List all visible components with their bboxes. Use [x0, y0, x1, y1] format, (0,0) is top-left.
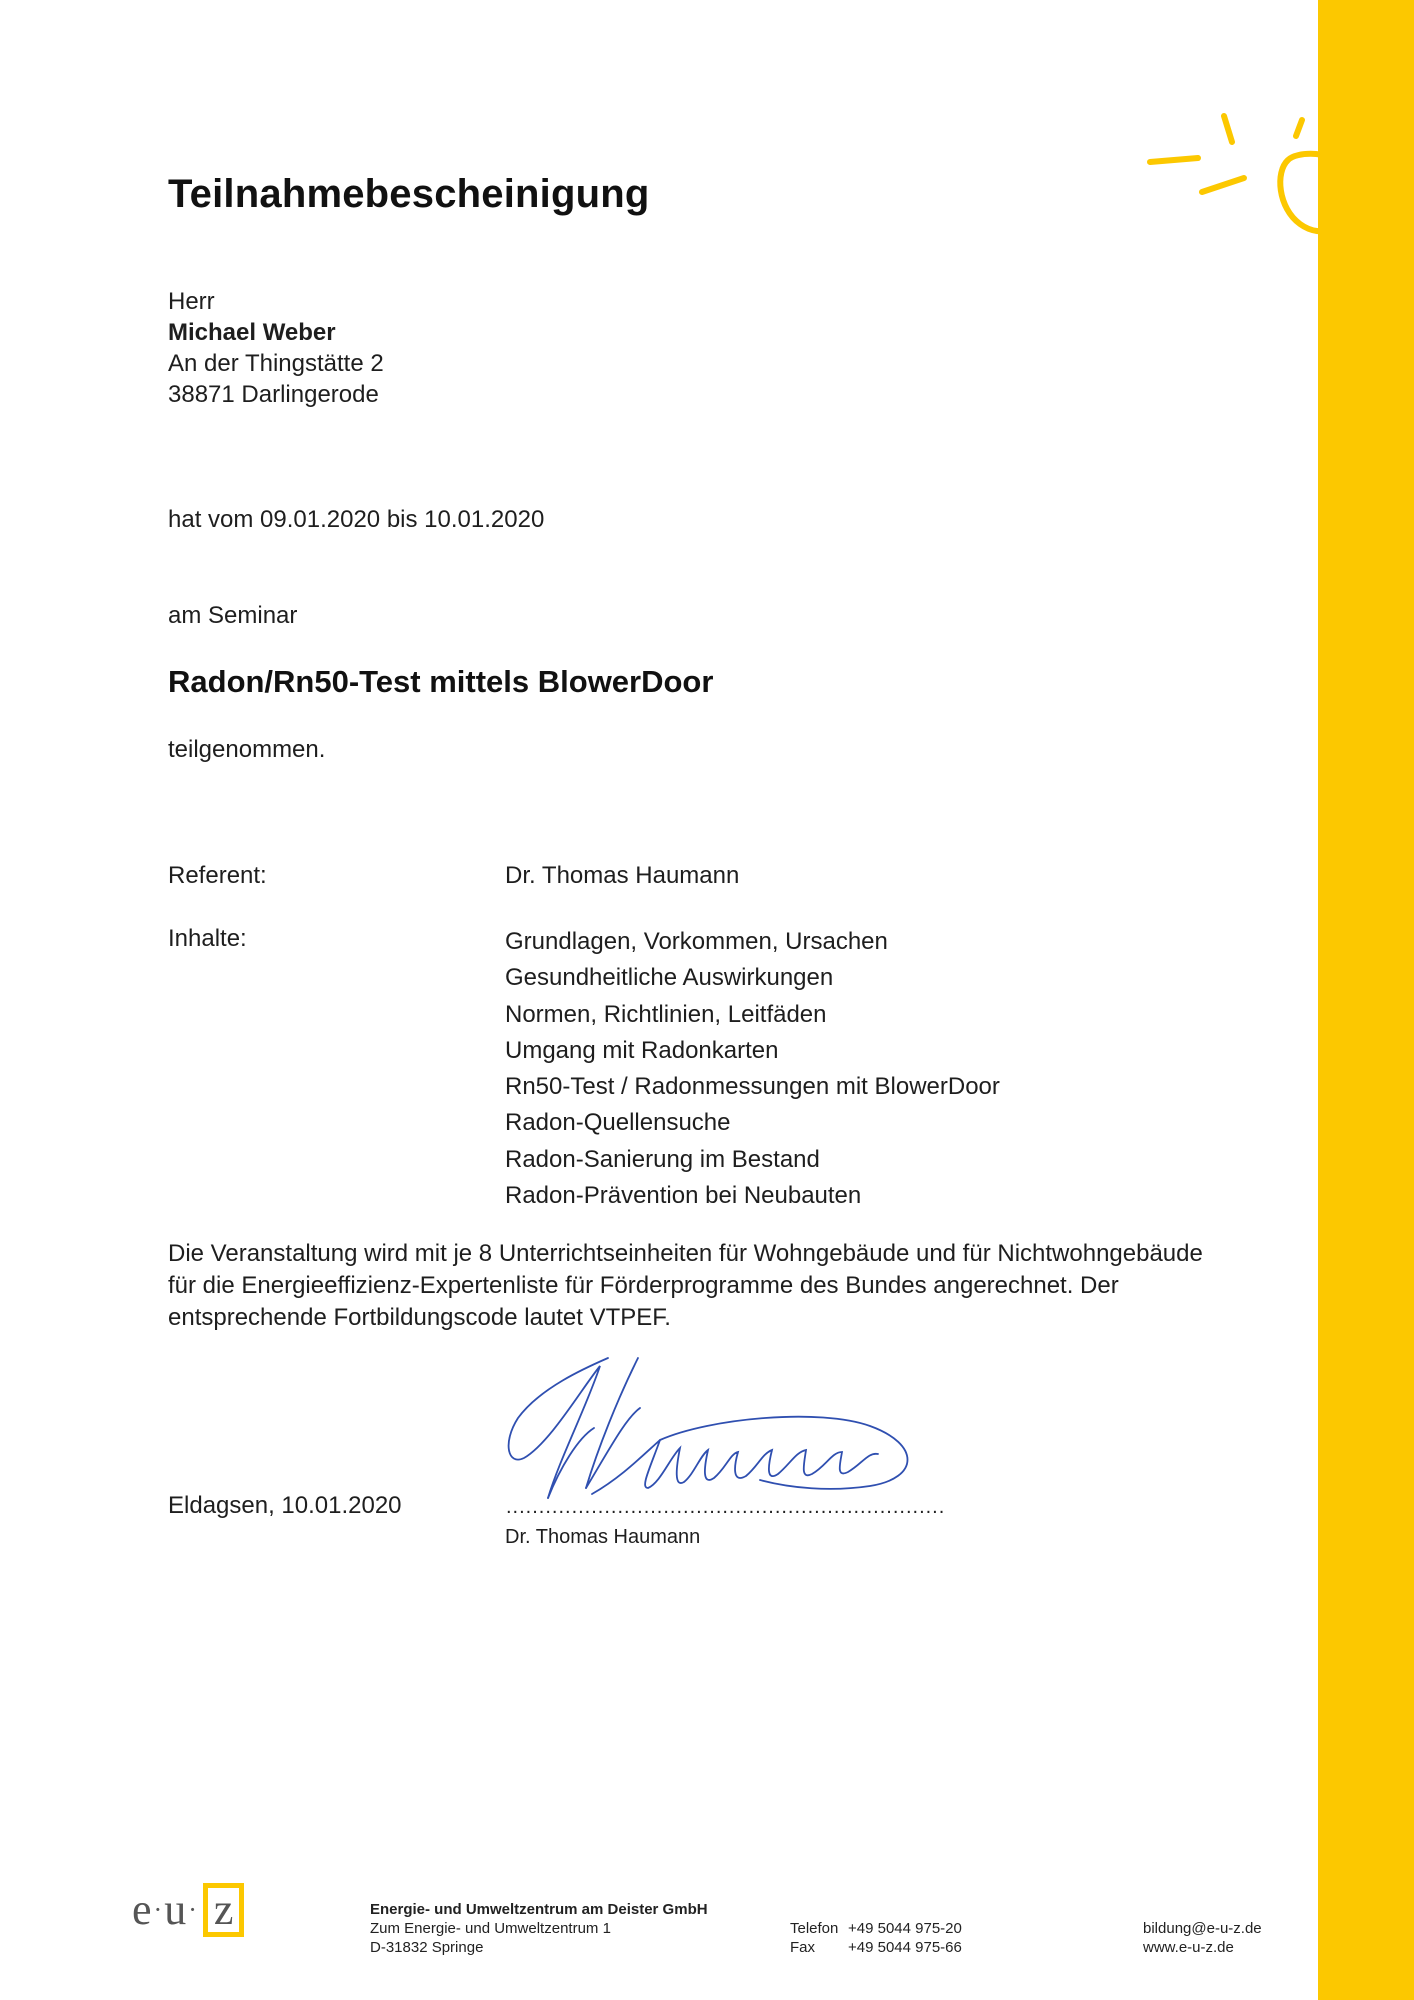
recipient-salutation: Herr	[168, 288, 215, 315]
phone-label: Telefon	[790, 1920, 839, 1937]
contents-item: Radon-Prävention bei Neubauten	[505, 1182, 862, 1210]
footer-company	[370, 1900, 708, 1957]
signer-name: Dr. Thomas Haumann	[505, 1526, 701, 1548]
website-link[interactable]: www.e-u-z.de	[1143, 1939, 1234, 1956]
referent-label: Referent:	[168, 862, 267, 889]
recipient-street: An der Thingstätte 2	[168, 350, 384, 377]
footer-web	[1143, 1919, 1262, 1957]
contents-label: Inhalte:	[168, 925, 247, 952]
company-name: Energie- und Umweltzentrum am Deister GmbH	[370, 1901, 708, 1918]
accreditation-note	[168, 1238, 1318, 1334]
fax-line	[790, 1938, 962, 1957]
seminar-title: Radon/Rn50-Test mittels BlowerDoor	[168, 664, 714, 699]
company-street: Zum Energie- und Umweltzentrum 1	[370, 1920, 611, 1937]
seminar-intro: am Seminar	[168, 602, 298, 629]
place-date: Eldagsen, 10.01.2020	[168, 1492, 402, 1519]
note-line: Die Veranstaltung wird mit je 8 Unterrichtseinheiten für Wohngebäude und für Nichtwohngebäude	[168, 1240, 1203, 1267]
fax-label: Fax	[790, 1939, 816, 1956]
phone-number: +49 5044 975-20	[848, 1920, 962, 1937]
contents-item: Grundlagen, Vorkommen, Ursachen	[505, 928, 888, 955]
footer-contact	[790, 1919, 962, 1957]
logo-letter-e: e	[132, 1885, 152, 1934]
sun-icon	[1140, 100, 1400, 270]
participation-period: hat vom 09.01.2020 bis 10.01.2020	[168, 506, 545, 533]
document-title: Teilnahmebescheinigung	[168, 172, 650, 216]
contents-item: Radon-Quellensuche	[505, 1109, 731, 1137]
contents-item: Umgang mit Radonkarten	[505, 1036, 779, 1064]
contents-item: Normen, Richtlinien, Leitfäden	[505, 1000, 827, 1028]
recipient-name: Michael Weber	[168, 319, 336, 346]
note-line: für die Energieeffizienz-Expertenliste für Förderprogramme des Bundes angerechnet. Der	[168, 1272, 1119, 1299]
email-link[interactable]: bildung@e-u-z.de	[1143, 1920, 1262, 1937]
logo-letter-z: z	[203, 1883, 245, 1937]
contents-item: Gesundheitliche Auswirkungen	[505, 964, 834, 992]
company-city: D-31832 Springe	[370, 1939, 484, 1956]
euz-logo: e · u · z	[132, 1882, 244, 1938]
phone-line	[790, 1919, 962, 1938]
recipient-address	[168, 286, 384, 410]
participated-text: teilgenommen.	[168, 736, 326, 763]
contents-item: Rn50-Test / Radonmessungen mit BlowerDoor	[505, 1073, 1000, 1101]
signature-line: ...................................................................	[506, 1496, 946, 1518]
fax-number: +49 5044 975-66	[848, 1939, 962, 1956]
recipient-city: 38871 Darlingerode	[168, 381, 379, 408]
contents-list	[505, 924, 1000, 1214]
logo-letter-u: u	[164, 1885, 187, 1934]
note-line: entsprechende Fortbildungscode lautet VTPEF.	[168, 1304, 671, 1331]
contents-item: Radon-Sanierung im Bestand	[505, 1145, 820, 1173]
yellow-side-stripe	[1318, 0, 1414, 2000]
handwritten-signature	[490, 1348, 930, 1518]
referent-value: Dr. Thomas Haumann	[505, 862, 740, 889]
